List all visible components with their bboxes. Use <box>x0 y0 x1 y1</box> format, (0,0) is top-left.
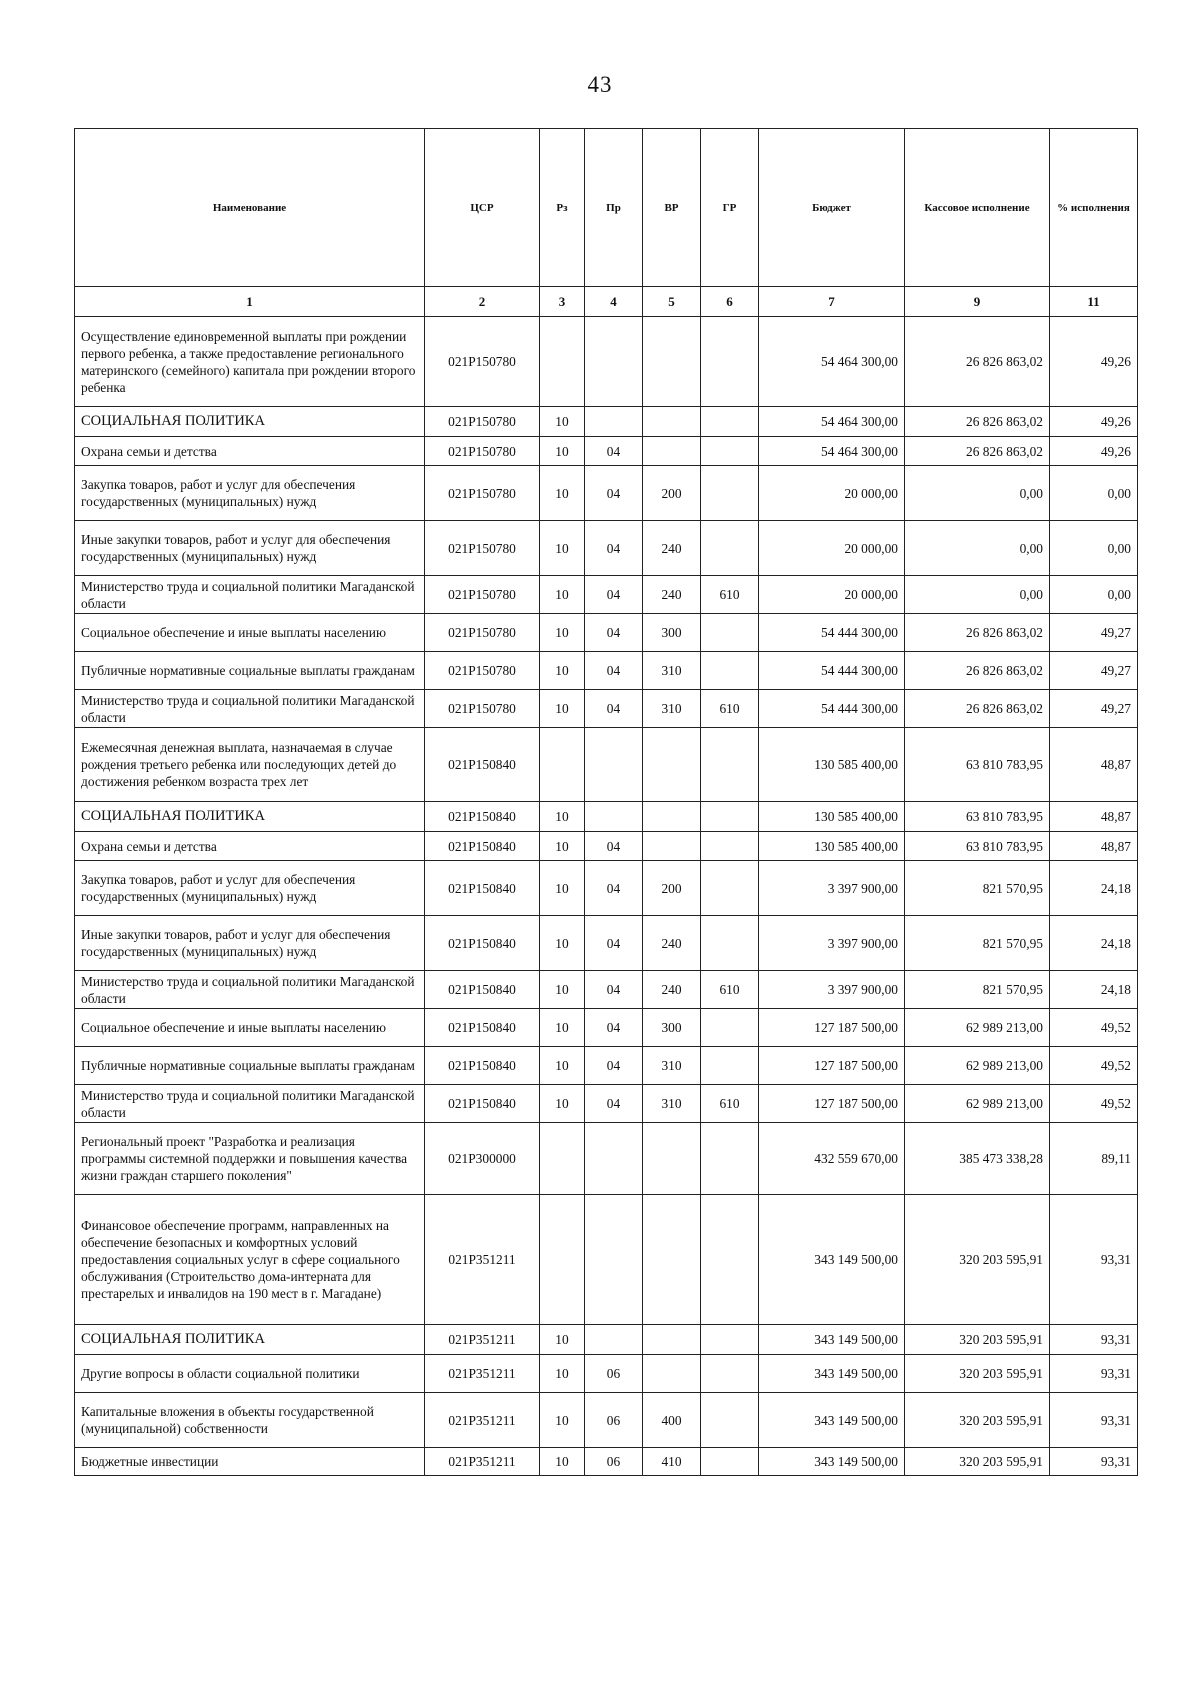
table-row <box>75 1009 1138 1047</box>
row-rz: 10 <box>540 832 585 861</box>
table-row <box>75 1393 1138 1448</box>
table-row <box>75 437 1138 466</box>
row-budget: 54 464 300,00 <box>759 437 905 466</box>
row-execution-percent: 0,00 <box>1050 466 1138 521</box>
row-name: Иные закупки товаров, работ и услуг для обеспечения государственных (муниципальных) нужд <box>75 521 425 576</box>
row-gr <box>701 652 759 690</box>
row-vr <box>643 317 701 407</box>
row-csr: 021P351211 <box>425 1393 540 1448</box>
row-pr: 04 <box>585 971 643 1009</box>
table-row <box>75 971 1138 1009</box>
row-gr <box>701 916 759 971</box>
row-vr <box>643 832 701 861</box>
row-cash-execution: 821 570,95 <box>905 861 1050 916</box>
row-execution-percent: 24,18 <box>1050 971 1138 1009</box>
row-budget: 127 187 500,00 <box>759 1047 905 1085</box>
row-budget: 54 444 300,00 <box>759 690 905 728</box>
row-pr: 04 <box>585 690 643 728</box>
table-row <box>75 576 1138 614</box>
row-execution-percent: 49,27 <box>1050 652 1138 690</box>
row-execution-percent: 93,31 <box>1050 1195 1138 1325</box>
table-row <box>75 466 1138 521</box>
column-number-row <box>75 287 1138 317</box>
row-name: Осуществление единовременной выплаты при рождении первого ребенка, а также предоставление регионального материнского (семейного) капитала при рождении второго ребенка <box>75 317 425 407</box>
row-execution-percent: 49,26 <box>1050 317 1138 407</box>
row-name: Публичные нормативные социальные выплаты гражданам <box>75 652 425 690</box>
row-gr <box>701 614 759 652</box>
row-cash-execution: 63 810 783,95 <box>905 728 1050 802</box>
table-row <box>75 832 1138 861</box>
row-gr <box>701 407 759 437</box>
row-vr <box>643 728 701 802</box>
row-gr <box>701 1325 759 1355</box>
row-rz: 10 <box>540 466 585 521</box>
row-execution-percent: 49,52 <box>1050 1047 1138 1085</box>
row-pr: 04 <box>585 1085 643 1123</box>
row-name: Бюджетные инвестиции <box>75 1448 425 1476</box>
row-execution-percent: 93,31 <box>1050 1355 1138 1393</box>
row-rz: 10 <box>540 1009 585 1047</box>
budget-execution-table <box>74 128 1138 1476</box>
row-execution-percent: 93,31 <box>1050 1393 1138 1448</box>
header-gr: ГР <box>701 129 759 287</box>
row-csr: 021P351211 <box>425 1325 540 1355</box>
row-gr <box>701 521 759 576</box>
row-execution-percent: 49,26 <box>1050 407 1138 437</box>
row-csr: 021P150840 <box>425 1085 540 1123</box>
row-rz <box>540 1123 585 1195</box>
row-name: Министерство труда и социальной политики Магаданской области <box>75 971 425 1009</box>
table-row <box>75 1325 1138 1355</box>
column-number: 9 <box>905 287 1050 317</box>
row-gr: 610 <box>701 1085 759 1123</box>
row-gr <box>701 1009 759 1047</box>
row-budget: 54 464 300,00 <box>759 317 905 407</box>
row-csr: 021P150780 <box>425 407 540 437</box>
row-pr: 06 <box>585 1448 643 1476</box>
row-csr: 021P150780 <box>425 521 540 576</box>
row-rz: 10 <box>540 916 585 971</box>
row-execution-percent: 93,31 <box>1050 1325 1138 1355</box>
row-cash-execution: 62 989 213,00 <box>905 1085 1050 1123</box>
row-vr: 310 <box>643 652 701 690</box>
row-pr: 04 <box>585 576 643 614</box>
row-rz <box>540 728 585 802</box>
row-cash-execution: 320 203 595,91 <box>905 1448 1050 1476</box>
row-pr: 04 <box>585 652 643 690</box>
column-number: 11 <box>1050 287 1138 317</box>
table-row <box>75 1123 1138 1195</box>
header-pr: Пр <box>585 129 643 287</box>
row-cash-execution: 26 826 863,02 <box>905 437 1050 466</box>
table-row <box>75 317 1138 407</box>
page-number: 43 <box>587 72 613 97</box>
row-vr: 200 <box>643 861 701 916</box>
row-pr: 04 <box>585 861 643 916</box>
row-vr <box>643 1123 701 1195</box>
column-number: 6 <box>701 287 759 317</box>
row-cash-execution: 0,00 <box>905 576 1050 614</box>
row-gr: 610 <box>701 971 759 1009</box>
row-execution-percent: 48,87 <box>1050 802 1138 832</box>
header-rz: Рз <box>540 129 585 287</box>
row-cash-execution: 26 826 863,02 <box>905 407 1050 437</box>
row-name: Публичные нормативные социальные выплаты гражданам <box>75 1047 425 1085</box>
row-rz: 10 <box>540 971 585 1009</box>
row-pr: 04 <box>585 614 643 652</box>
table-row <box>75 652 1138 690</box>
row-rz: 10 <box>540 861 585 916</box>
row-pr: 04 <box>585 916 643 971</box>
row-budget: 3 397 900,00 <box>759 971 905 1009</box>
row-gr <box>701 1448 759 1476</box>
row-budget: 130 585 400,00 <box>759 728 905 802</box>
row-csr: 021P300000 <box>425 1123 540 1195</box>
row-rz <box>540 1195 585 1325</box>
row-csr: 021P150840 <box>425 861 540 916</box>
row-budget: 343 149 500,00 <box>759 1355 905 1393</box>
row-execution-percent: 0,00 <box>1050 521 1138 576</box>
row-pr: 04 <box>585 1009 643 1047</box>
row-csr: 021P150840 <box>425 916 540 971</box>
column-number: 3 <box>540 287 585 317</box>
row-budget: 54 464 300,00 <box>759 407 905 437</box>
header-vr: ВР <box>643 129 701 287</box>
row-cash-execution: 26 826 863,02 <box>905 317 1050 407</box>
row-budget: 343 149 500,00 <box>759 1448 905 1476</box>
row-pr: 04 <box>585 1047 643 1085</box>
row-cash-execution: 320 203 595,91 <box>905 1393 1050 1448</box>
row-rz: 10 <box>540 1393 585 1448</box>
row-gr: 610 <box>701 690 759 728</box>
row-budget: 127 187 500,00 <box>759 1009 905 1047</box>
row-gr <box>701 1355 759 1393</box>
row-pr <box>585 802 643 832</box>
row-gr <box>701 466 759 521</box>
table-row <box>75 1355 1138 1393</box>
row-vr: 410 <box>643 1448 701 1476</box>
row-cash-execution: 320 203 595,91 <box>905 1355 1050 1393</box>
header-row <box>75 129 1138 287</box>
row-budget: 343 149 500,00 <box>759 1393 905 1448</box>
row-rz: 10 <box>540 1047 585 1085</box>
row-rz: 10 <box>540 652 585 690</box>
table-row <box>75 614 1138 652</box>
row-budget: 20 000,00 <box>759 466 905 521</box>
row-name: Охрана семьи и детства <box>75 832 425 861</box>
row-cash-execution: 385 473 338,28 <box>905 1123 1050 1195</box>
row-vr: 310 <box>643 1047 701 1085</box>
row-gr: 610 <box>701 576 759 614</box>
row-csr: 021P351211 <box>425 1448 540 1476</box>
table-row <box>75 861 1138 916</box>
row-csr: 021P150840 <box>425 802 540 832</box>
row-csr: 021P150840 <box>425 1009 540 1047</box>
row-budget: 20 000,00 <box>759 576 905 614</box>
row-csr: 021P150780 <box>425 437 540 466</box>
row-gr <box>701 802 759 832</box>
table-row <box>75 1195 1138 1325</box>
row-rz: 10 <box>540 437 585 466</box>
row-rz: 10 <box>540 802 585 832</box>
row-csr: 021P150840 <box>425 971 540 1009</box>
row-name: Другие вопросы в области социальной политики <box>75 1355 425 1393</box>
row-rz: 10 <box>540 1355 585 1393</box>
row-gr <box>701 728 759 802</box>
row-cash-execution: 320 203 595,91 <box>905 1195 1050 1325</box>
table-row <box>75 521 1138 576</box>
row-name: СОЦИАЛЬНАЯ ПОЛИТИКА <box>75 407 425 437</box>
row-cash-execution: 62 989 213,00 <box>905 1047 1050 1085</box>
row-csr: 021P150780 <box>425 317 540 407</box>
header-cash-execution: Кассовое исполнение <box>905 129 1050 287</box>
row-gr <box>701 832 759 861</box>
row-execution-percent: 24,18 <box>1050 916 1138 971</box>
row-name: Региональный проект "Разработка и реализация программы системной поддержки и повышения качества жизни граждан старшего поколения" <box>75 1123 425 1195</box>
row-name: Охрана семьи и детства <box>75 437 425 466</box>
row-vr: 240 <box>643 971 701 1009</box>
row-name: Иные закупки товаров, работ и услуг для обеспечения государственных (муниципальных) нужд <box>75 916 425 971</box>
table-row <box>75 728 1138 802</box>
row-execution-percent: 49,26 <box>1050 437 1138 466</box>
row-execution-percent: 89,11 <box>1050 1123 1138 1195</box>
row-name: Закупка товаров, работ и услуг для обеспечения государственных (муниципальных) нужд <box>75 861 425 916</box>
row-name: Министерство труда и социальной политики Магаданской области <box>75 1085 425 1123</box>
row-cash-execution: 0,00 <box>905 521 1050 576</box>
table-row <box>75 916 1138 971</box>
table-body <box>75 317 1138 1476</box>
row-pr: 04 <box>585 832 643 861</box>
column-number: 5 <box>643 287 701 317</box>
row-vr: 240 <box>643 576 701 614</box>
table-row <box>75 407 1138 437</box>
row-budget: 127 187 500,00 <box>759 1085 905 1123</box>
row-cash-execution: 26 826 863,02 <box>905 690 1050 728</box>
row-rz: 10 <box>540 614 585 652</box>
row-execution-percent: 49,52 <box>1050 1085 1138 1123</box>
column-number: 1 <box>75 287 425 317</box>
row-vr: 300 <box>643 614 701 652</box>
row-vr: 310 <box>643 1085 701 1123</box>
table-row <box>75 1047 1138 1085</box>
row-execution-percent: 93,31 <box>1050 1448 1138 1476</box>
row-cash-execution: 63 810 783,95 <box>905 802 1050 832</box>
row-pr <box>585 1325 643 1355</box>
row-csr: 021P150780 <box>425 652 540 690</box>
row-pr: 04 <box>585 521 643 576</box>
column-number: 2 <box>425 287 540 317</box>
row-budget: 3 397 900,00 <box>759 861 905 916</box>
row-vr <box>643 1325 701 1355</box>
row-execution-percent: 49,27 <box>1050 614 1138 652</box>
row-gr <box>701 861 759 916</box>
row-cash-execution: 63 810 783,95 <box>905 832 1050 861</box>
column-number: 7 <box>759 287 905 317</box>
row-gr <box>701 437 759 466</box>
row-cash-execution: 821 570,95 <box>905 971 1050 1009</box>
table-row <box>75 802 1138 832</box>
header-csr: ЦСР <box>425 129 540 287</box>
row-rz: 10 <box>540 576 585 614</box>
row-cash-execution: 62 989 213,00 <box>905 1009 1050 1047</box>
row-gr <box>701 1393 759 1448</box>
row-name: Министерство труда и социальной политики Магаданской области <box>75 576 425 614</box>
column-number: 4 <box>585 287 643 317</box>
row-pr <box>585 1123 643 1195</box>
row-cash-execution: 0,00 <box>905 466 1050 521</box>
row-execution-percent: 48,87 <box>1050 728 1138 802</box>
row-execution-percent: 49,52 <box>1050 1009 1138 1047</box>
row-csr: 021P150840 <box>425 728 540 802</box>
row-name: Финансовое обеспечение программ, направленных на обеспечение безопасных и комфортных условий предоставления социальных услуг в сфере социального обслуживания (Строительство дома-интерната для престарелых и инвалидов на 190 мест в г. Магадане) <box>75 1195 425 1325</box>
row-rz: 10 <box>540 1325 585 1355</box>
row-csr: 021P150780 <box>425 690 540 728</box>
row-budget: 130 585 400,00 <box>759 802 905 832</box>
row-pr: 04 <box>585 437 643 466</box>
table-row <box>75 690 1138 728</box>
row-csr: 021P351211 <box>425 1195 540 1325</box>
row-vr: 240 <box>643 521 701 576</box>
row-budget: 20 000,00 <box>759 521 905 576</box>
row-vr <box>643 437 701 466</box>
row-name: Закупка товаров, работ и услуг для обеспечения государственных (муниципальных) нужд <box>75 466 425 521</box>
row-execution-percent: 49,27 <box>1050 690 1138 728</box>
row-rz: 10 <box>540 690 585 728</box>
row-rz: 10 <box>540 521 585 576</box>
row-gr <box>701 1047 759 1085</box>
row-budget: 54 444 300,00 <box>759 652 905 690</box>
row-pr: 04 <box>585 466 643 521</box>
row-csr: 021P150780 <box>425 576 540 614</box>
header-name: Наименование <box>75 129 425 287</box>
row-vr: 310 <box>643 690 701 728</box>
row-budget: 343 149 500,00 <box>759 1195 905 1325</box>
row-budget: 54 444 300,00 <box>759 614 905 652</box>
row-pr <box>585 407 643 437</box>
row-vr: 200 <box>643 466 701 521</box>
table-row <box>75 1448 1138 1476</box>
row-name: Капитальные вложения в объекты государственной (муниципальной) собственности <box>75 1393 425 1448</box>
header-budget: Бюджет <box>759 129 905 287</box>
row-pr <box>585 728 643 802</box>
row-gr <box>701 317 759 407</box>
row-cash-execution: 26 826 863,02 <box>905 652 1050 690</box>
row-cash-execution: 26 826 863,02 <box>905 614 1050 652</box>
row-budget: 343 149 500,00 <box>759 1325 905 1355</box>
row-csr: 021P150840 <box>425 832 540 861</box>
row-cash-execution: 320 203 595,91 <box>905 1325 1050 1355</box>
row-csr: 021P351211 <box>425 1355 540 1393</box>
row-vr: 240 <box>643 916 701 971</box>
row-rz: 10 <box>540 1448 585 1476</box>
row-cash-execution: 821 570,95 <box>905 916 1050 971</box>
row-name: Социальное обеспечение и иные выплаты населению <box>75 614 425 652</box>
row-rz: 10 <box>540 1085 585 1123</box>
row-vr: 400 <box>643 1393 701 1448</box>
row-name: СОЦИАЛЬНАЯ ПОЛИТИКА <box>75 1325 425 1355</box>
row-pr <box>585 317 643 407</box>
row-name: СОЦИАЛЬНАЯ ПОЛИТИКА <box>75 802 425 832</box>
row-execution-percent: 24,18 <box>1050 861 1138 916</box>
row-gr <box>701 1195 759 1325</box>
row-name: Ежемесячная денежная выплата, назначаемая в случае рождения третьего ребенка или последующих детей до достижения ребенком возраста трех лет <box>75 728 425 802</box>
row-name: Министерство труда и социальной политики Магаданской области <box>75 690 425 728</box>
row-csr: 021P150780 <box>425 466 540 521</box>
row-csr: 021P150780 <box>425 614 540 652</box>
header-execution-percent: % исполнения <box>1050 129 1138 287</box>
row-budget: 3 397 900,00 <box>759 916 905 971</box>
row-gr <box>701 1123 759 1195</box>
row-vr <box>643 1355 701 1393</box>
row-name: Социальное обеспечение и иные выплаты населению <box>75 1009 425 1047</box>
row-budget: 432 559 670,00 <box>759 1123 905 1195</box>
row-budget: 130 585 400,00 <box>759 832 905 861</box>
row-vr: 300 <box>643 1009 701 1047</box>
row-csr: 021P150840 <box>425 1047 540 1085</box>
row-pr: 06 <box>585 1355 643 1393</box>
row-rz <box>540 317 585 407</box>
table-row <box>75 1085 1138 1123</box>
row-vr <box>643 1195 701 1325</box>
row-pr <box>585 1195 643 1325</box>
row-execution-percent: 48,87 <box>1050 832 1138 861</box>
row-vr <box>643 802 701 832</box>
row-rz: 10 <box>540 407 585 437</box>
row-pr: 06 <box>585 1393 643 1448</box>
row-execution-percent: 0,00 <box>1050 576 1138 614</box>
row-vr <box>643 407 701 437</box>
